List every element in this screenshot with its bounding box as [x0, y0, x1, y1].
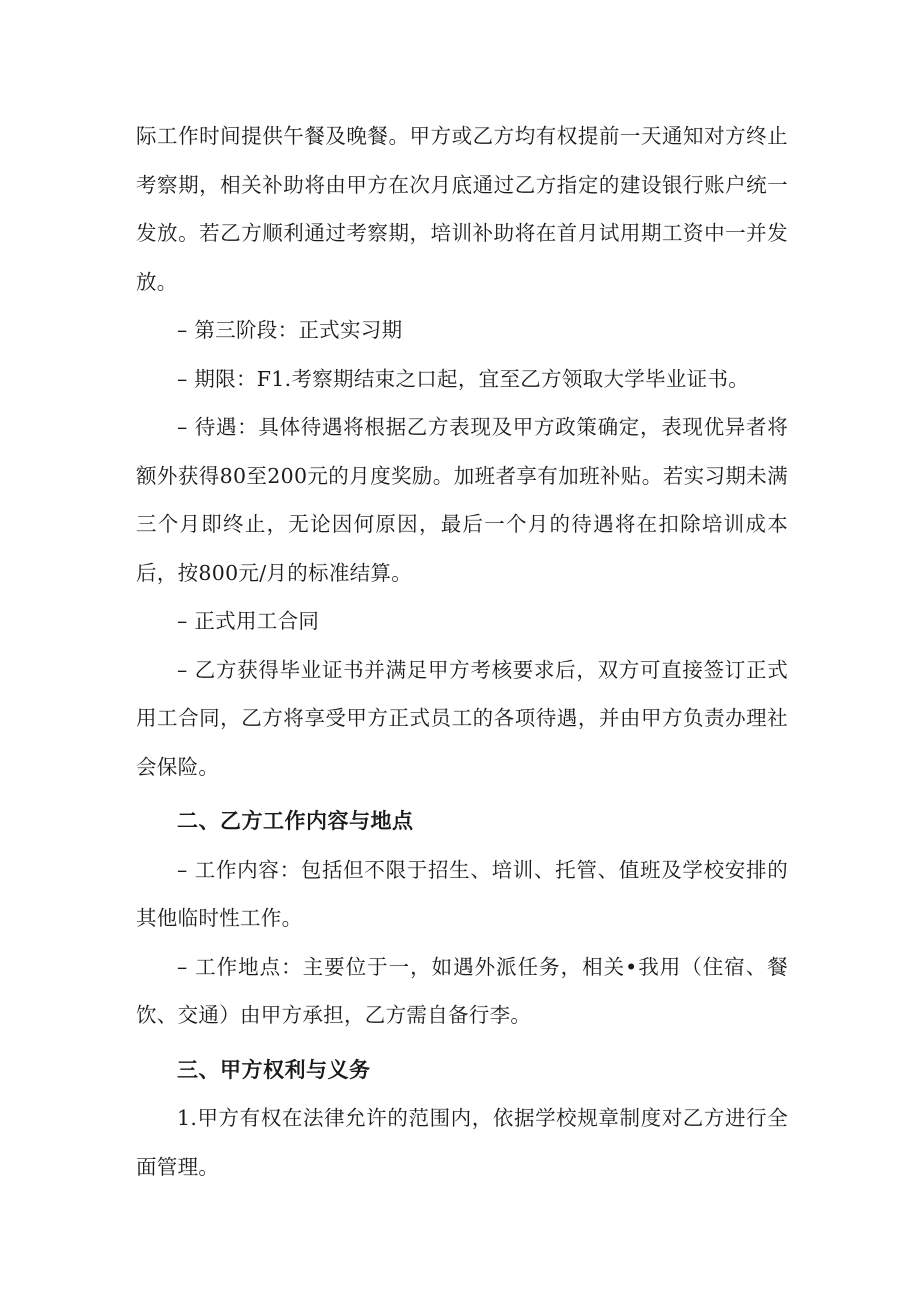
paragraph-stage-three: – 第三阶段：正式实习期	[177, 318, 403, 342]
paragraph-work-location: – 工作地点：主要位于一，如遇外派任务，相关•我用（住宿、餐饮、交通）由甲方承担，乙方需自备行李。	[136, 954, 788, 1027]
paragraph-work-content: – 工作内容：包括但不限于招生、培训、托管、值班及学校安排的其他临时性工作。	[136, 857, 788, 930]
paragraph-party-a-management: 1.甲方有权在法律允许的范围内，依据学校规章制度对乙方进行全面管理。	[136, 1106, 788, 1179]
paragraph-formal-contract-title: – 正式用工合同	[177, 609, 320, 633]
section-heading-work-content: 二、乙方工作内容与地点	[177, 809, 414, 833]
paragraph-meal-and-subsidy: 际工作时间提供午餐及晚餐。甲方或乙方均有权提前一天通知对方终止考察期，相关补助将由甲方在次月底通过乙方指定的建设银行账户统一发放。若乙方顺利通过考察期，培训补助将在首月试用期工资中一并发放。	[136, 124, 788, 294]
paragraph-formal-contract: – 乙方获得毕业证书并满足甲方考核要求后，双方可直接签订正式用工合同，乙方将享受甲方正式员工的各项待遇，并由甲方负责办理社会保险。	[136, 657, 788, 779]
paragraph-term: – 期限：F1.考察期结束之口起，宜至乙方领取大学毕业证书。	[177, 366, 750, 391]
section-heading-party-a-rights: 三、甲方权利与义务	[177, 1057, 371, 1082]
document-body	[136, 112, 788, 1191]
paragraph-compensation: – 待遇：具体待遇将根据乙方表现及甲方政策确定，表现优异者将额外获得80至200元的月度奖励。加班者享有加班补贴。若实习期未满三个月即终止，无论因何原因，最后一个月的待遇将在扣除培训成本后，按800元/月的标准结算。	[136, 415, 788, 585]
